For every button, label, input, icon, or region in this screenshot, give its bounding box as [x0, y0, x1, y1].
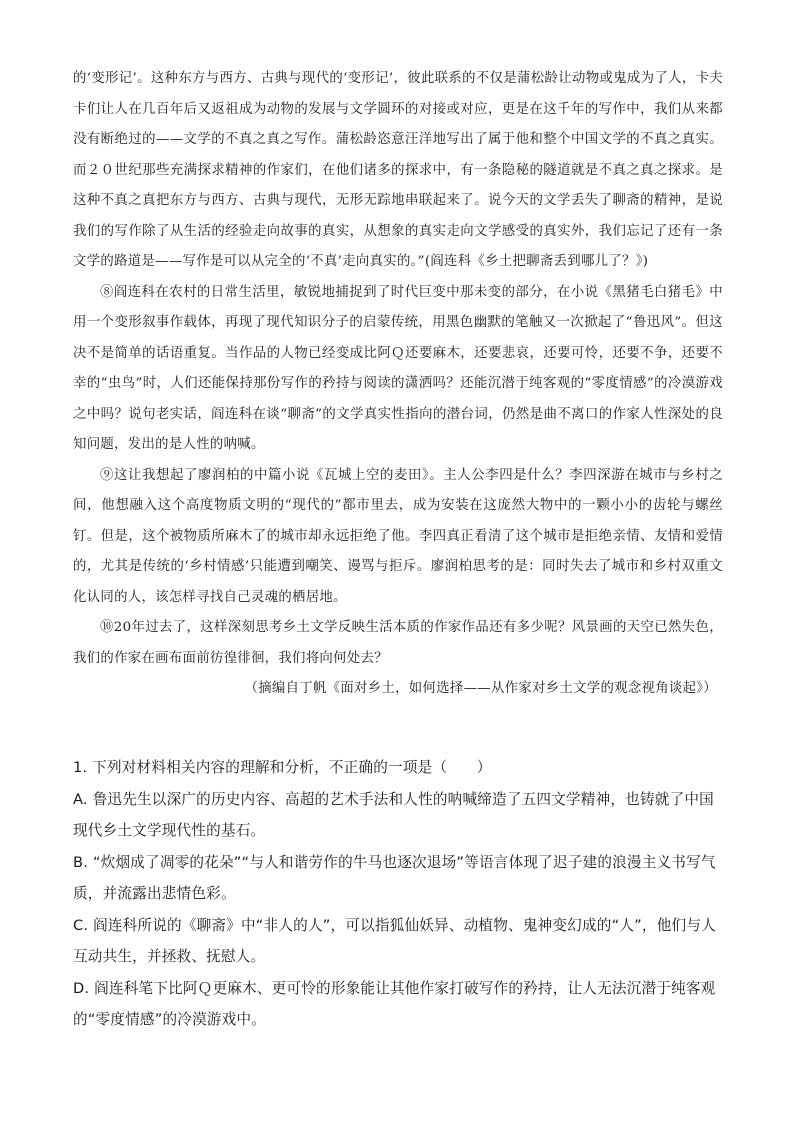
option-d: D. 阎连科笔下比阿Ｑ更麻木、更可怜的形象能让其他作家打破写作的矜持，让人无法沉潜于纯客观的“零度情感”的冷漠游戏中。: [73, 979, 716, 1028]
passage-paragraph-8: ⑧阎连科在农村的日常生活里，敏锐地捕捉到了时代巨变中那未变的部分，在小说《黑猪毛白猪毛》中用一个变形叙事作载体，再现了现代知识分子的启蒙传统，用黑色幽默的笔触又一次掀起了“鲁迅风”。但这决不是简单的话语重复。当作品的人物已经变成比阿Ｑ还要麻木，还要悲哀，还要可怜，还要不争，还要不幸的“虫鸟”时，人们还能保持那份写作的矜持与阅读的潇洒吗？还能沉潜于纯客观的“零度情感”的冷漠游戏之中吗？说句老实话，阎连科在谈“聊斋”的文学真实性指向的潜台词，仍然是曲不离口的作家人性深处的良知问题，发出的是人性的呐喊。: [73, 284, 723, 452]
question-stem: 1. 下列对材料相关内容的理解和分析，不正确的一项是（ ）: [73, 759, 492, 776]
option-b: B. “炊烟成了凋零的花朵”“与人和谐劳作的牛马也逐次退场”等语言体现了迟子建的浪漫主义书写气质，并流露出悲情色彩。: [73, 853, 716, 902]
reading-passage: [73, 64, 723, 705]
passage-paragraph-10: ⑩20年过去了，这样深刻思考乡土文学反映生活本质的作家作品还有多少呢？风景画的天空已然失色，我们的作家在画布面前彷徨徘徊，我们将向何处去？: [73, 620, 723, 666]
question-block: [73, 752, 723, 1036]
passage-paragraph-9: ⑨这让我想起了廖润柏的中篇小说《瓦城上空的麦田》。主人公李四是什么？李四深游在城市与乡村之间，他想融入这个高度物质文明的“现代的”都市里去，成为安装在这庞然大物中的一颗小小的齿轮与螺丝钉。但是，这个被物质所麻木了的城市却永远拒绝了他。李四真正看清了这个城市是拒绝亲情、友情和爱情的，尤其是传统的‘乡村情感’只能遭到嘲笑、谩骂与拒斥。廖润柏思考的是：同时失去了城市和乡村双重文化认同的人，该怎样寻找自己灵魂的栖居地。: [73, 467, 723, 605]
option-a: A. 鲁迅先生以深广的历史内容、高超的艺术手法和人性的呐喊缔造了五四文学精神，也铸就了中国现代乡土文学现代性的基石。: [73, 790, 714, 839]
passage-source: （摘编自丁帆《面对乡土，如何选择——从作家对乡土文学的观念视角谈起》）: [244, 681, 717, 696]
option-c: C. 阎连科所说的《聊斋》中“非人的人”，可以指狐仙妖异、动植物、鬼神变幻成的“人”，他们与人互动共生，并拯救、抚慰人。: [73, 916, 716, 965]
passage-paragraph-continued: 的‘变形记’。这种东方与西方、古典与现代的‘变形记’，彼此联系的不仅是蒲松龄让动物或鬼成为了人，卡夫卡们让人在几百年后又返祖成为动物的发展与文学圆环的对接或对应，更是在这千年的写作中，我们从来都没有断绝过的——文学的不真之真之写作。蒲松龄恣意汪洋地写出了属于他和整个中国文学的不真之真实。而２０世纪那些充满探求精神的作家们，在他们诸多的探求中，有一条隐秘的隧道就是不真之真之探求。是这种不真之真把东方与西方、古典与现代，无形无踪地串联起来了。说今天的文学丢失了聊斋的精神，是说我们的写作除了从生活的经验走向故事的真实，从想象的真实走向文学感受的真实外，我们忘记了还有一条文学的路道是——写作是可以从完全的‘不真’走向真实的。”(阎连科《乡土把聊斋丢到哪儿了？》): [73, 71, 723, 269]
